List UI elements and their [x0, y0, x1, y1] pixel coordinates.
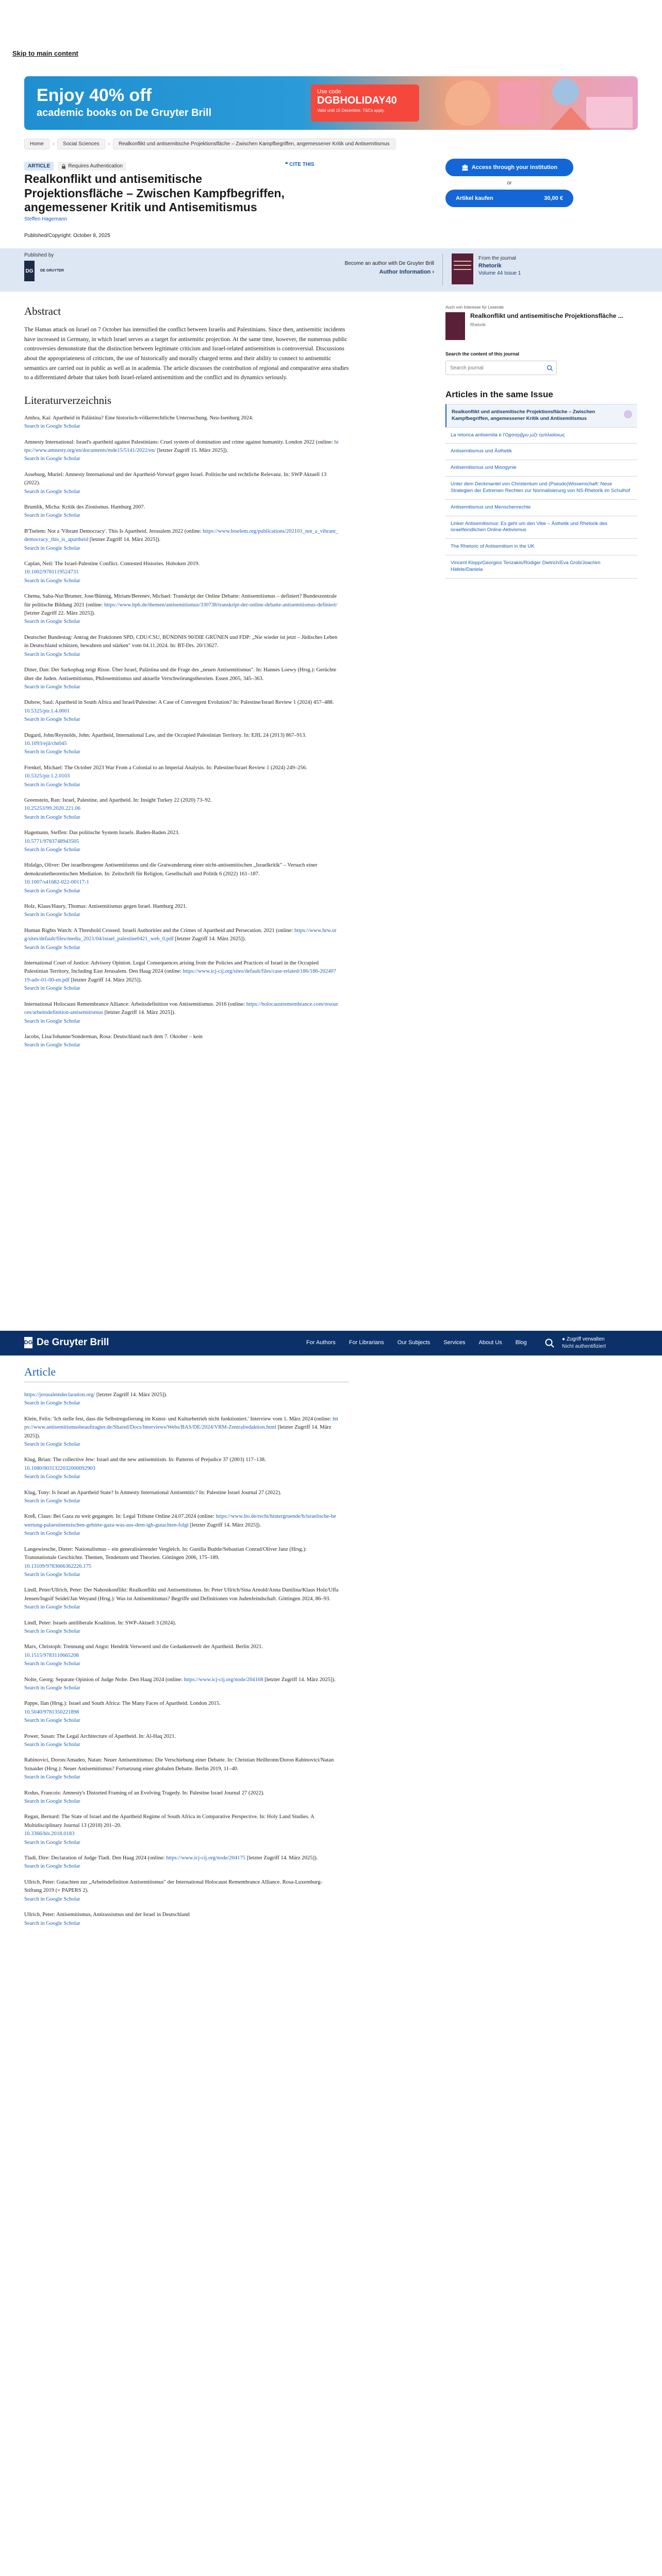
reference-text: Hagemann, Steffen: Das politische System Israels. Baden-Baden 2023.: [24, 830, 180, 836]
or-label: or: [507, 180, 512, 186]
reference-item: [24, 764, 354, 789]
chevron-right-icon: ›: [52, 141, 55, 147]
auth-badge: [58, 162, 126, 171]
reference-url-link[interactable]: https://www.bpb.de/themen/antisemitismus/330738/transkript-der-online-debatte-antisemitismus-definiert/: [104, 602, 338, 608]
google-scholar-link[interactable]: Search in Google Scholar: [24, 717, 80, 723]
promo-code-box: [311, 84, 419, 122]
google-scholar-link[interactable]: Search in Google Scholar: [24, 488, 80, 495]
reference-text: Holz, Klaus/Haury, Thomas: Antisemitismus gegen Israel. Hamburg 2021.: [24, 904, 187, 910]
doi-link[interactable]: 10.1515/9783110665208: [24, 1652, 79, 1658]
reference-url-link[interactable]: https://www.icj-cij.org/node/204175: [166, 1855, 246, 1861]
author-link[interactable]: Steffen Hagemann: [24, 216, 68, 222]
reference-item: [24, 927, 354, 952]
reference-item: [24, 1700, 354, 1725]
publisher-band: [0, 248, 662, 292]
recommended-item[interactable]: [445, 312, 637, 340]
nav-for-librarians[interactable]: For Librarians: [349, 1340, 384, 1346]
issue-article-title: Antisemitismus und Ästhetik: [451, 448, 512, 454]
google-scholar-link[interactable]: Search in Google Scholar: [24, 1628, 80, 1634]
reference-text: Ullrich, Peter: Gutachten zur „Arbeitsdefinition Antisemitismus" der International Holocaust Remembrance Alliance. Rosa-Luxemburg-Stiftung 2019 (= PAPERS 2).: [24, 1879, 323, 1894]
author-cta-text: Become an author with De Gruyter Brill: [344, 261, 434, 266]
reference-text: Dugard, John/Reynolds, John: Apartheid, International Law, and the Occupied Palestinian Territory. In: EJIL 24 (2013) 867–913.: [24, 732, 307, 738]
reference-text: Amhra, Kai: Apartheid in Palästina? Eine historisch-völkerrechtliche Untersuchung. Neu-Isenburg 2024.: [24, 415, 254, 421]
divider: [442, 253, 443, 285]
reference-text: International Court of Justice: Advisory Opinion. Legal Consequences arising from the Policies and Practices of Israel in the Occupied Palestinian Territory, Including East Jerusalem. Den Haag 2024 (online:: [24, 960, 319, 975]
recommended-source: Rhetorik: [470, 322, 486, 327]
reference-item: [24, 1513, 354, 1538]
issue-article-item[interactable]: [445, 516, 637, 539]
google-scholar-link[interactable]: Search in Google Scholar: [24, 651, 80, 657]
main-content: [24, 305, 354, 1057]
google-scholar-link[interactable]: Search in Google Scholar: [24, 1604, 80, 1611]
issue-article-title: Realkonflikt und antisemitische Projektionsfläche – Zwischen Kampfbegriffen, angemessener Kritik und Antisemitismus: [452, 409, 595, 421]
reference-text: Amnesty International: Israel's apartheid against Palestinians: Cruel system of domination and crime against humanity. London 2022 (online:: [24, 439, 333, 445]
reference-text: Nolte, Georg: Separate Opinion of Judge Nolte. Den Haag 2024 (online:: [24, 1676, 183, 1683]
google-scholar-link[interactable]: Search in Google Scholar: [24, 1571, 80, 1578]
reference-url-link[interactable]: https://www.btselem.org/publications/202101_not_a_vibrant_democracy_this_is_apartheid: [24, 528, 339, 543]
reference-url-link[interactable]: https://www.hrw.org/sites/default/files/media_2021/04/israel_palestine0421_web_0.pdf: [24, 927, 337, 942]
reference-access-date: [letzter Zugriff 14. März 2025]).: [246, 1855, 318, 1861]
google-scholar-link[interactable]: Search in Google Scholar: [24, 1661, 80, 1667]
breadcrumb-current: Realkonflikt und antisemitische Projektionsfläche – Zwischen Kampfbegriffen, angemessener Kritik und Antisemitismus: [113, 139, 395, 149]
reference-item: [24, 471, 354, 496]
google-scholar-link[interactable]: Search in Google Scholar: [24, 1839, 80, 1845]
doi-link[interactable]: 10.1002/9781119524731: [24, 569, 79, 575]
search-icon[interactable]: [543, 361, 556, 375]
google-scholar-link[interactable]: Search in Google Scholar: [24, 814, 80, 820]
reference-text: Brumlik, Micha: Kritik des Zionismus. Hamburg 2007.: [24, 504, 145, 510]
article-tags: [24, 162, 126, 171]
google-scholar-link[interactable]: Search in Google Scholar: [24, 1742, 80, 1748]
reference-access-date: [letzter Zugriff 14. März 2025]).: [104, 1010, 176, 1016]
issue-article-title: Vincent Klopp/Georgios Terizakis/Rüdiger Dietrich/Eva Grob/Joachim Häfele/Daniela: [451, 560, 601, 572]
publisher-logo[interactable]: DG: [24, 261, 35, 281]
doi-link[interactable]: 10.1007/s41682-022-00117-1: [24, 879, 89, 886]
reference-text: Lindl, Peter/Ullrich, Peter: Der Nahostkonflikt: Realkonflikt und Antisemitismus. In: Peter Ullrich/Sina Arnold/Anna Danilina/Klaus Holz/Uffa Jensen/Ingolf Seidel/Jan Weyand (Hrsg.): Was ist Antisemitismus? Begriffe und Definitionen von Judenfeindschaft. Göttingen 2024, 86–93.: [24, 1587, 339, 1602]
cite-label: CITE THIS: [289, 162, 315, 167]
google-scholar-link[interactable]: Search in Google Scholar: [24, 619, 80, 625]
reference-text: Deutscher Bundestag: Antrag der Fraktionen SPD, CDU/CSU, BÜNDNIS 90/DIE GRÜNEN und FDP: „Nie wieder ist jetzt – Jüdisches Leben in Deutschland schützen, bewahren und stärken" vom 04.11.2024. In: BT-Drs. 20/13627.: [24, 634, 338, 649]
reference-url-link[interactable]: https://holocaustremembrance.com/resources/arbeitsdefinition-antisemitismus: [24, 1001, 338, 1016]
reference-list: [24, 414, 354, 1050]
logo-mark: DG: [24, 1337, 32, 1348]
promo-code-note: Valid until 15 December. T&Cs apply.: [317, 108, 385, 113]
reference-url-link[interactable]: https://www.antisemitismusbeauftragter.de/Shared/Docs/Interviews/Webs/BAS/DE/2024/VRM-Zentralredaktion.html: [24, 1416, 339, 1431]
reference-item: [24, 796, 354, 822]
journal-from-label: From the journal: [478, 256, 516, 261]
nav-about-us[interactable]: About Us: [478, 1340, 502, 1346]
promo-title: Enjoy 40% off: [37, 86, 152, 105]
reference-item: [24, 732, 354, 757]
reference-access-date: [letzter Zugriff 14. März 2025]).: [190, 1522, 261, 1528]
google-scholar-link[interactable]: Search in Google Scholar: [24, 684, 80, 690]
sidebar: [445, 305, 637, 579]
reference-item: [24, 959, 354, 993]
doi-link[interactable]: 10.25253/99.2020.221.06: [24, 806, 80, 812]
issue-article-item[interactable]: [445, 499, 637, 516]
google-scholar-link[interactable]: Search in Google Scholar: [24, 1799, 80, 1805]
reference-text: Marx, Christoph: Trennung und Angst: Hendrik Verwoerd und die Gedankenwelt der Apartheid. Berlin 2021.: [24, 1644, 263, 1650]
reference-text: Dubow, Saul: Apartheid in South Africa and Israel/Palestine: A Case of Convergent Evolution? In: Palestine/Israel Review 1 (2024) 457–488.: [24, 700, 334, 706]
logo-text: De Gruyter Brill: [37, 1337, 109, 1348]
doi-link[interactable]: 10.5325/pir.1.4.0001: [24, 708, 70, 714]
reference-text: Chema, Saba-Nur/Brumer, Jose/Bünnig, Miriam/Berenev, Michael: Transkript der Online Debatte: Antisemitismus – definiert? Bundeszentrale für politische Bildung 2021 (online:: [24, 594, 337, 608]
reference-access-date: [letzter Zugriff 14. März 2025]).: [264, 1676, 336, 1683]
issue-article-item[interactable]: [445, 460, 637, 476]
google-scholar-link[interactable]: Search in Google Scholar: [24, 888, 80, 894]
doi-link[interactable]: 10.3366/hls.2018.0183: [24, 1831, 75, 1837]
issue-article-item[interactable]: [445, 538, 637, 555]
issue-article-title: Antisemitismus und Misogynie: [451, 465, 517, 471]
reference-text: Asseburg, Muriel: Amnesty International und der Apartheid-Vorwurf gegen Israel. Politische und rechtliche Relevanz. In: SWP Aktuell 13 (2022).: [24, 471, 327, 486]
breadcrumb: [24, 138, 395, 149]
buy-article-button[interactable]: [445, 190, 573, 207]
nav-our-subjects[interactable]: Our Subjects: [397, 1340, 431, 1346]
reference-text: Regan, Bernard: The State of Israel and the Apartheid Regime of South Africa in Comparative Perspective. In: Holy Land Studies. A Multidisciplinary Journal 13 (2018) 201–20.: [24, 1814, 315, 1828]
journal-search-box: [445, 361, 557, 375]
reference-item: [24, 1001, 354, 1026]
google-scholar-link[interactable]: Search in Google Scholar: [24, 545, 80, 551]
reference-item: [24, 560, 354, 585]
auth-label: Requires Authentication: [68, 163, 123, 169]
price: 30,00 €: [544, 195, 563, 201]
journal-volume[interactable]: Volume 44 Issue 1: [478, 270, 521, 276]
publisher-name: DE GRUYTER: [40, 269, 64, 273]
reference-text: Pappe, Ilan (Hrsg.): Israel and South Africa: The Many Faces of Apartheid. London 2015.: [24, 1701, 221, 1707]
reference-text: Frenkel, Michael: The October 2023 War From a Colonial to an Imperial Analysis. In: Palestine/Israel Review 1 (2024) 249–256.: [24, 765, 307, 771]
doi-link[interactable]: 10.13109/9783666362226.175: [24, 1563, 92, 1569]
reference-item: [24, 1456, 354, 1481]
doi-link[interactable]: 10.1093/ejil/cht045: [24, 740, 67, 747]
reference-item: [24, 414, 354, 431]
reference-text: Diner, Dan: Der Sarkophag zeigt Risse. Über Israel, Palästina und die Frage des „neuen Antisemitismus". In: Hannes Loewy (Hrsg.): Gerüchte über die Juden. Antisemitismus, Philosemitismus und aktuelle Verschwörungstheorien. Essen 2005, 345–363.: [24, 667, 337, 682]
reference-item: [24, 1619, 354, 1636]
recommended-cover: [445, 312, 465, 340]
buy-label: Artikel kaufen: [456, 195, 493, 201]
google-scholar-link[interactable]: Search in Google Scholar: [24, 1498, 80, 1504]
google-scholar-link[interactable]: Search in Google Scholar: [24, 1896, 80, 1902]
reference-text: Ullrich, Peter: Antisemitismus, Antirassismus und der Israel in Deutschland: [24, 1912, 190, 1918]
issue-article-item[interactable]: [445, 443, 637, 460]
quote-icon: ❝: [285, 162, 290, 167]
issue-article-item[interactable]: [445, 555, 637, 578]
reference-item: [24, 1733, 354, 1750]
promo-subtitle: academic books on De Gruyter Brill: [37, 107, 211, 118]
breadcrumb-social-sciences[interactable]: Social Sciences: [57, 139, 105, 149]
google-scholar-link[interactable]: Search in Google Scholar: [24, 1920, 80, 1926]
issue-article-title: Antisemitismus und Menschenrechte: [451, 504, 531, 510]
reference-access-date: [letzter Zugriff 14. März 2025]).: [89, 537, 161, 543]
reference-item: [24, 699, 354, 724]
reference-text: Klug, Brian: The collective Jew: Israel and the new antisemitism. In: Patterns of Prejudice 37 (2003) 117–138.: [24, 1457, 266, 1463]
recommended-title: Realkonflikt und antisemitische Projektionsfläche ...: [470, 312, 623, 319]
chevron-right-icon: ›: [432, 269, 434, 275]
doi-link[interactable]: 10.1080/0031322032000092903: [24, 1465, 96, 1471]
google-scholar-link[interactable]: Search in Google Scholar: [24, 782, 80, 788]
journal-search-input[interactable]: [446, 361, 543, 375]
google-scholar-link[interactable]: Search in Google Scholar: [24, 423, 80, 430]
reference-access-date: [letzter Zugriff 14. März 2025]).: [24, 1425, 332, 1439]
reference-text: Power, Susan: The Legal Architecture of Apartheid. In: Al-Haq 2021.: [24, 1733, 176, 1739]
reference-text: Klug, Tony: Is Israel an Apartheid State? Is Amnesty International Antisemitic? In: Palestine Israel Journal 27 (2022).: [24, 1489, 282, 1496]
sticky-header: [0, 1331, 662, 1355]
reference-item: [24, 1546, 354, 1580]
reference-url-link[interactable]: https://www.amnesty.org/en/documents/mde15/5141/2022/en/: [24, 439, 339, 453]
reference-url-link[interactable]: https://www.icj-cij.org/node/204168: [184, 1676, 263, 1683]
google-scholar-link[interactable]: Search in Google Scholar: [24, 1474, 80, 1480]
google-scholar-link[interactable]: Search in Google Scholar: [24, 847, 80, 853]
reference-text: Tladi, Dire: Declaration of Judge Tladi. Den Haag 2024 (online:: [24, 1855, 165, 1861]
google-scholar-link[interactable]: Search in Google Scholar: [24, 1018, 80, 1024]
nav-for-authors[interactable]: For Authors: [306, 1340, 336, 1346]
user-menu[interactable]: [562, 1336, 606, 1350]
google-scholar-link[interactable]: Search in Google Scholar: [24, 1531, 80, 1537]
site-logo[interactable]: [24, 1337, 109, 1348]
reference-text: Rabinovici, Doron/Amadeo, Natan: Neuer Antisemitismus: Die Verschiebung einer Debatte. In: Christian Heilbronn/Doron Rabinovici/Natan Sznaider (Hrsg.): Neuer Antisemitismus? Fortsetzung einer globalen Debatte. Berlin 2019, 11–40.: [24, 1757, 334, 1772]
google-scholar-link[interactable]: Search in Google Scholar: [24, 749, 80, 755]
reference-item: [24, 861, 354, 895]
article-section-label: Article: [24, 1365, 56, 1378]
reference-item: [24, 1813, 354, 1847]
reference-list-continued: [24, 1391, 354, 1935]
reference-access-date: [letzter Zugriff 14. März 2025]).: [175, 936, 246, 942]
reference-item: [24, 1391, 354, 1408]
reference-item: [24, 528, 354, 553]
same-issue-heading: Articles in the same Issue: [445, 389, 553, 399]
google-scholar-link[interactable]: Search in Google Scholar: [24, 1042, 80, 1048]
reference-item: [24, 1878, 354, 1904]
reference-item: [24, 1676, 354, 1693]
reference-text: Langewiesche, Dieter: Nationalismus – ein generalisierender Vergleich. In: Gunilla Budde/Sebastian Conrad/Oliver Janz (Hrsg.): Transnationale Geschichte. Themen, Tendenzen und Theorien. Göttingen 2006, 175–189.: [24, 1546, 307, 1561]
reference-text: Human Rights Watch: A Threshold Crossed. Israeli Authorities and the Crimes of Apartheid and Persecution. 2021 (online:: [24, 927, 293, 934]
main-nav: [306, 1340, 527, 1346]
promo-code: DGBHOLIDAY40: [317, 95, 397, 106]
reference-url-link[interactable]: https://www.icj-cij.org/sites/default/files/case-related/186/186-20240719-adv-01-00-en.pdf: [24, 969, 337, 983]
google-scholar-link[interactable]: Search in Google Scholar: [24, 456, 80, 462]
reference-item: [24, 1415, 354, 1449]
journal-search-label: Search the content of this journal: [445, 351, 520, 357]
doi-link[interactable]: 10.5771/9783748943505: [24, 838, 79, 844]
google-scholar-link[interactable]: Search in Google Scholar: [24, 986, 80, 992]
google-scholar-link[interactable]: Search in Google Scholar: [24, 578, 80, 584]
reference-url-link[interactable]: https://jerusalemdeclaration.org/: [24, 1392, 95, 1398]
promo-banner[interactable]: [24, 76, 638, 130]
reference-item: [24, 1756, 354, 1782]
reference-item: [24, 634, 354, 659]
person-icon: ●: [562, 1336, 567, 1342]
cite-this-button[interactable]: [285, 162, 315, 167]
reference-item: [24, 503, 354, 520]
journal-cover[interactable]: [452, 253, 473, 284]
issue-article-item[interactable]: [445, 476, 637, 499]
google-scholar-link[interactable]: Search in Google Scholar: [24, 1442, 80, 1448]
reference-text: Hidalgo, Oliver: Der israelbezogene Antisemitismus und die Gratwanderung einer nicht-antisemitischen „Israelkritik" – Versuch einer demokratietheoretischen Mediation. In: Zeitschrift für Religion, Gesellschaft und Politik 6 (2022) 161–187.: [24, 862, 318, 877]
issue-article-item[interactable]: [445, 427, 637, 444]
abstract-heading: Abstract: [24, 305, 61, 317]
reference-text: Kreß, Claus: Bei Gaza zu weit gegangen. In: Legal Tribune Online 24.07.2024 (online:: [24, 1514, 214, 1520]
current-article-icon: [624, 410, 632, 418]
reference-text: Jacobs, Lisa/Johanne/Sonderman, Rosa: Deutschland nach dem 7. Oktober – kein: [24, 1033, 203, 1040]
auth-status: Nicht authentifiziert: [562, 1343, 606, 1349]
issue-article-title: The Rhetoric of Antisemitism in the UK: [451, 544, 535, 550]
doi-link[interactable]: 10.5325/pir.1.2.0103: [24, 773, 70, 779]
literature-heading: Literaturverzeichnis: [24, 394, 112, 406]
reference-access-date: [letzter Zugriff 22. März 2025]).: [24, 611, 95, 617]
nav-services[interactable]: Services: [443, 1340, 466, 1346]
author-information-link[interactable]: [295, 269, 434, 275]
promo-code-label: Use code: [317, 89, 341, 95]
reference-text: Greenstein, Ran: Israel, Palestine, and Apartheid. In: Insight Turkey 22 (2020) 73–92.: [24, 797, 212, 803]
reference-text: Caplan, Neil: The Israel-Palestine Conflict. Contested Histories. Hoboken 2019.: [24, 561, 200, 567]
nav-blog[interactable]: Blog: [515, 1340, 527, 1346]
issue-article-item[interactable]: [445, 404, 637, 427]
institution-access-label: Access through your institution: [471, 164, 558, 171]
published-by-label: Published by: [24, 252, 54, 258]
google-scholar-link[interactable]: Search in Google Scholar: [24, 1863, 80, 1870]
recommended-label: Auch von Interesse für Lesende: [445, 305, 504, 310]
google-scholar-link[interactable]: Search in Google Scholar: [24, 1400, 80, 1406]
reference-item: [24, 592, 354, 626]
journal-name-link[interactable]: Rhetorik: [478, 263, 502, 269]
chevron-right-icon: ›: [108, 141, 110, 147]
reference-item: [24, 1911, 354, 1928]
abstract-text: The Hamas attack on Israel on 7 October has intensified the conflict between Israelis and Palestinians. Since then, antisemitic incidents have increased in Germany, in which Israel serves as a target for antisemitic projection. At the same time, however, the numerous public controversies demonstrate that the distinction between legitimate criticism and Israel-related antisemitism is controversial. Discussions about the appropriateness of criticism, the use of historically and morally charged terms and their ability to connect to antisemitic semantics are carried out in public as well as in academia. The article discusses the contribution of regional and comparative area studies to a differentiated debate that takes both Israel-related antisemitism and the conflict and its dynamics seriously.: [24, 327, 349, 381]
reference-text: B'Tselem: Not a 'Vibrant Democracy'. This Is Apartheid. Jerusalem 2022 (online:: [24, 528, 202, 534]
reference-item: [24, 829, 354, 854]
breadcrumb-home[interactable]: Home: [24, 139, 49, 149]
reference-text: International Holocaust Remembrance Alliance: Arbeitsdefinition von Antisemitismus. 2016 (online:: [24, 1001, 245, 1007]
same-issue-list: [445, 404, 637, 578]
reference-item: [24, 1643, 354, 1668]
google-scholar-link[interactable]: Search in Google Scholar: [24, 944, 80, 951]
article-type-badge: ARTICLE: [24, 162, 54, 171]
author-information-label: Author Information: [379, 269, 431, 275]
promo-decoration-icon: [437, 76, 638, 130]
reference-url-link[interactable]: https://www.lto.de/recht/hintergruende/h/israelische-bewertung-palaestinensischen-gebiete-gaza-was-aus-dem-igh-gutachten-folgt: [24, 1514, 336, 1528]
reference-text: Klein, Felix: 'Ich stelle fest, dass die Selbstregulierung im Kunst- und Kulturbetrieb nicht funktioniert.' Interview vom 1. März 2024 (online:: [24, 1416, 332, 1422]
google-scholar-link[interactable]: Search in Google Scholar: [24, 1774, 80, 1781]
reference-item: [24, 1033, 354, 1050]
doi-link[interactable]: 10.5040/9781350221898: [24, 1709, 79, 1715]
reference-access-date: [letzter Zugriff 14. März 2025]).: [71, 977, 142, 983]
google-scholar-link[interactable]: Search in Google Scholar: [24, 1685, 80, 1691]
reference-item: [24, 1586, 354, 1612]
lock-icon: [61, 164, 66, 169]
issue-article-title: Linker Antisemitismus: Es geht um den Vibe – Ästhetik und Rhetorik des israelfeindlichen Online-Aktivismus: [451, 520, 607, 533]
search-icon[interactable]: [544, 1338, 555, 1348]
reference-access-date: [letzter Zugriff 14. März 2025]).: [96, 1392, 168, 1398]
reference-item: [24, 438, 354, 464]
published-date: Published/Copyright: October 8, 2025: [24, 233, 110, 239]
reference-item: [24, 1854, 354, 1871]
google-scholar-link[interactable]: Search in Google Scholar: [24, 513, 80, 519]
institution-access-button[interactable]: [445, 159, 573, 176]
reference-text: Rodus, Francois: Amnesty's Distorted Framing of an Evolving Tragedy. In: Palestine Israel Journal 27 (2022).: [24, 1790, 264, 1796]
reference-text: Lindl, Peter: Israels antiliberale Koalition. In: SWP-Aktuell 3 (2024).: [24, 1620, 176, 1626]
user-access-label: ● Zugriff verwalten: [562, 1336, 605, 1342]
reference-item: [24, 1789, 354, 1806]
institution-icon: 🏛: [461, 164, 469, 171]
reference-item: [24, 1489, 354, 1506]
reference-item: [24, 666, 354, 691]
google-scholar-link[interactable]: Search in Google Scholar: [24, 912, 80, 918]
issue-article-title: Unter dem Deckmantel von Christentum und (Pseudo)Wissenschaft: Neue Strategien der Extremen Rechten zur Normalisierung von NS-Rhetorik im Schulhof: [451, 481, 630, 494]
skip-to-main-link[interactable]: Skip to main content: [12, 49, 78, 57]
reference-item: [24, 903, 354, 920]
reference-access-date: [letzter Zugriff 15. März 2025]).: [157, 447, 228, 453]
google-scholar-link[interactable]: Search in Google Scholar: [24, 1718, 80, 1724]
issue-article-title: La retorica antisemita e l'Ο̧ȩσσρβ̧ρυ ̧ωζτ ηυτιλιαίοιως: [451, 432, 565, 438]
article-title: Realkonflikt und antisemitische Projektionsfläche – Zwischen Kampfbegriffen, angemessener Kritik und Antisemitismus: [24, 172, 285, 214]
